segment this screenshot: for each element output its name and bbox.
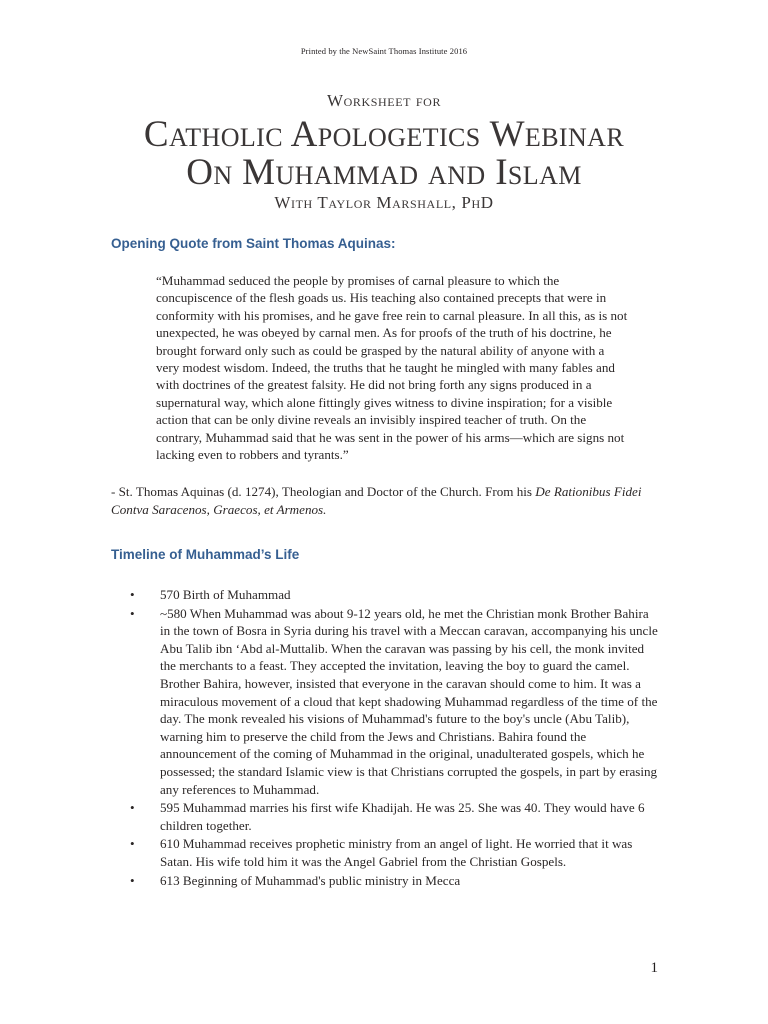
bullet-icon: • — [130, 605, 135, 621]
list-item — [130, 835, 660, 870]
worksheet-for-label: Worksheet for — [326, 91, 442, 110]
title-block — [0, 88, 768, 214]
presenter-line: With Taylor Marshall, PhD — [274, 193, 494, 212]
bullet-icon: • — [130, 872, 135, 888]
opening-quote-heading: Opening Quote from Saint Thomas Aquinas: — [111, 236, 396, 251]
timeline-entry-text: 613 Beginning of Muhammad's public ministry in Mecca — [160, 872, 461, 888]
bullet-icon: • — [130, 836, 135, 852]
list-item — [130, 872, 660, 890]
list-item — [130, 586, 660, 604]
list-item — [130, 605, 660, 799]
main-title-line-2: On Muhammad and Islam — [186, 152, 582, 193]
printed-by-header: Printed by the NewSaint Thomas Institute 2016 — [300, 46, 468, 56]
timeline-list — [130, 586, 660, 890]
attribution-text: - St. Thomas Aquinas (d. 1274), Theologian and Doctor of the Church. From his — [111, 484, 536, 499]
bullet-icon: • — [130, 800, 135, 816]
timeline-entry-text: 570 Birth of Muhammad — [160, 587, 291, 602]
page-number: 1 — [650, 960, 658, 976]
timeline-entry-text: 595 Muhammad marries his first wife Khadijah. He was 25. She was 40. They would have 6 children together. — [160, 800, 645, 833]
main-title-line-1: Catholic Apologetics Webinar — [143, 114, 625, 155]
bullet-icon: • — [130, 587, 135, 602]
attribution-work-title: De Rationibus Fidei Contva Saracenos, Graecos, et Armenos. — [111, 484, 642, 517]
timeline-entry-text: 610 Muhammad receives prophetic ministry from an angel of light. He worried that it was Satan. His wife told him it was the Angel Gabriel from the Christian Gospels. — [160, 836, 633, 869]
quote-attribution — [111, 483, 671, 519]
timeline-heading: Timeline of Muhammad’s Life — [111, 547, 300, 562]
list-item — [130, 799, 660, 834]
timeline-entry-text: ~580 When Muhammad was about 9-12 years old, he met the Christian monk Brother Bahira in the town of Bosra in Syria during his travel with a Meccan caravan, accompanying his uncle Abu Talib ibn ‘Abd al-Muttalib. When the caravan was passing by his cell, the monk invited the merchants to a feast. They accepted the invitation, leaving the boy to guard the camel. Brother Bahira, however, insisted that everyone in the caravan should come to him. It was a miraculous movement of a cloud that kept shadowing Muhammad regardless of the time of the day. The monk revealed his visions of Muhammad's future to the boy's uncle (Abu Talib), warning him to preserve the child from the Jews and Christians. Bahira found the announcement of the coming of Muhammad in the original, unadulterated gospels, which he possessed; the standard Islamic view is that Christians corrupted the gospels, in part by erasing any references to Muhammad. — [160, 605, 658, 797]
aquinas-quote: “Muhammad seduced the people by promises of carnal pleasure to which the concupiscence of the flesh goads us. His teaching also contained precepts that were in conformity with his promises, and he gave free rein to carnal pleasure. In all this, as is not unexpected, he was obeyed by carnal men. As for proofs of the truth of his doctrine, he brought forward only such as could be grasped by the natural ability of anyone with a very modest wisdom. Indeed, the truths that he taught he mingled with many fables and with doctrines of the greatest falsity. He did not bring forth any signs produced in a supernatural way, which alone fittingly gives witness to divine inspiration; for a visible action that can be only divine reveals an invisibly inspired teacher of truth. On the contrary, Muhammad said that he was sent in the power of his arms—which are signs not lacking even to robbers and tyrants.” — [156, 273, 628, 463]
